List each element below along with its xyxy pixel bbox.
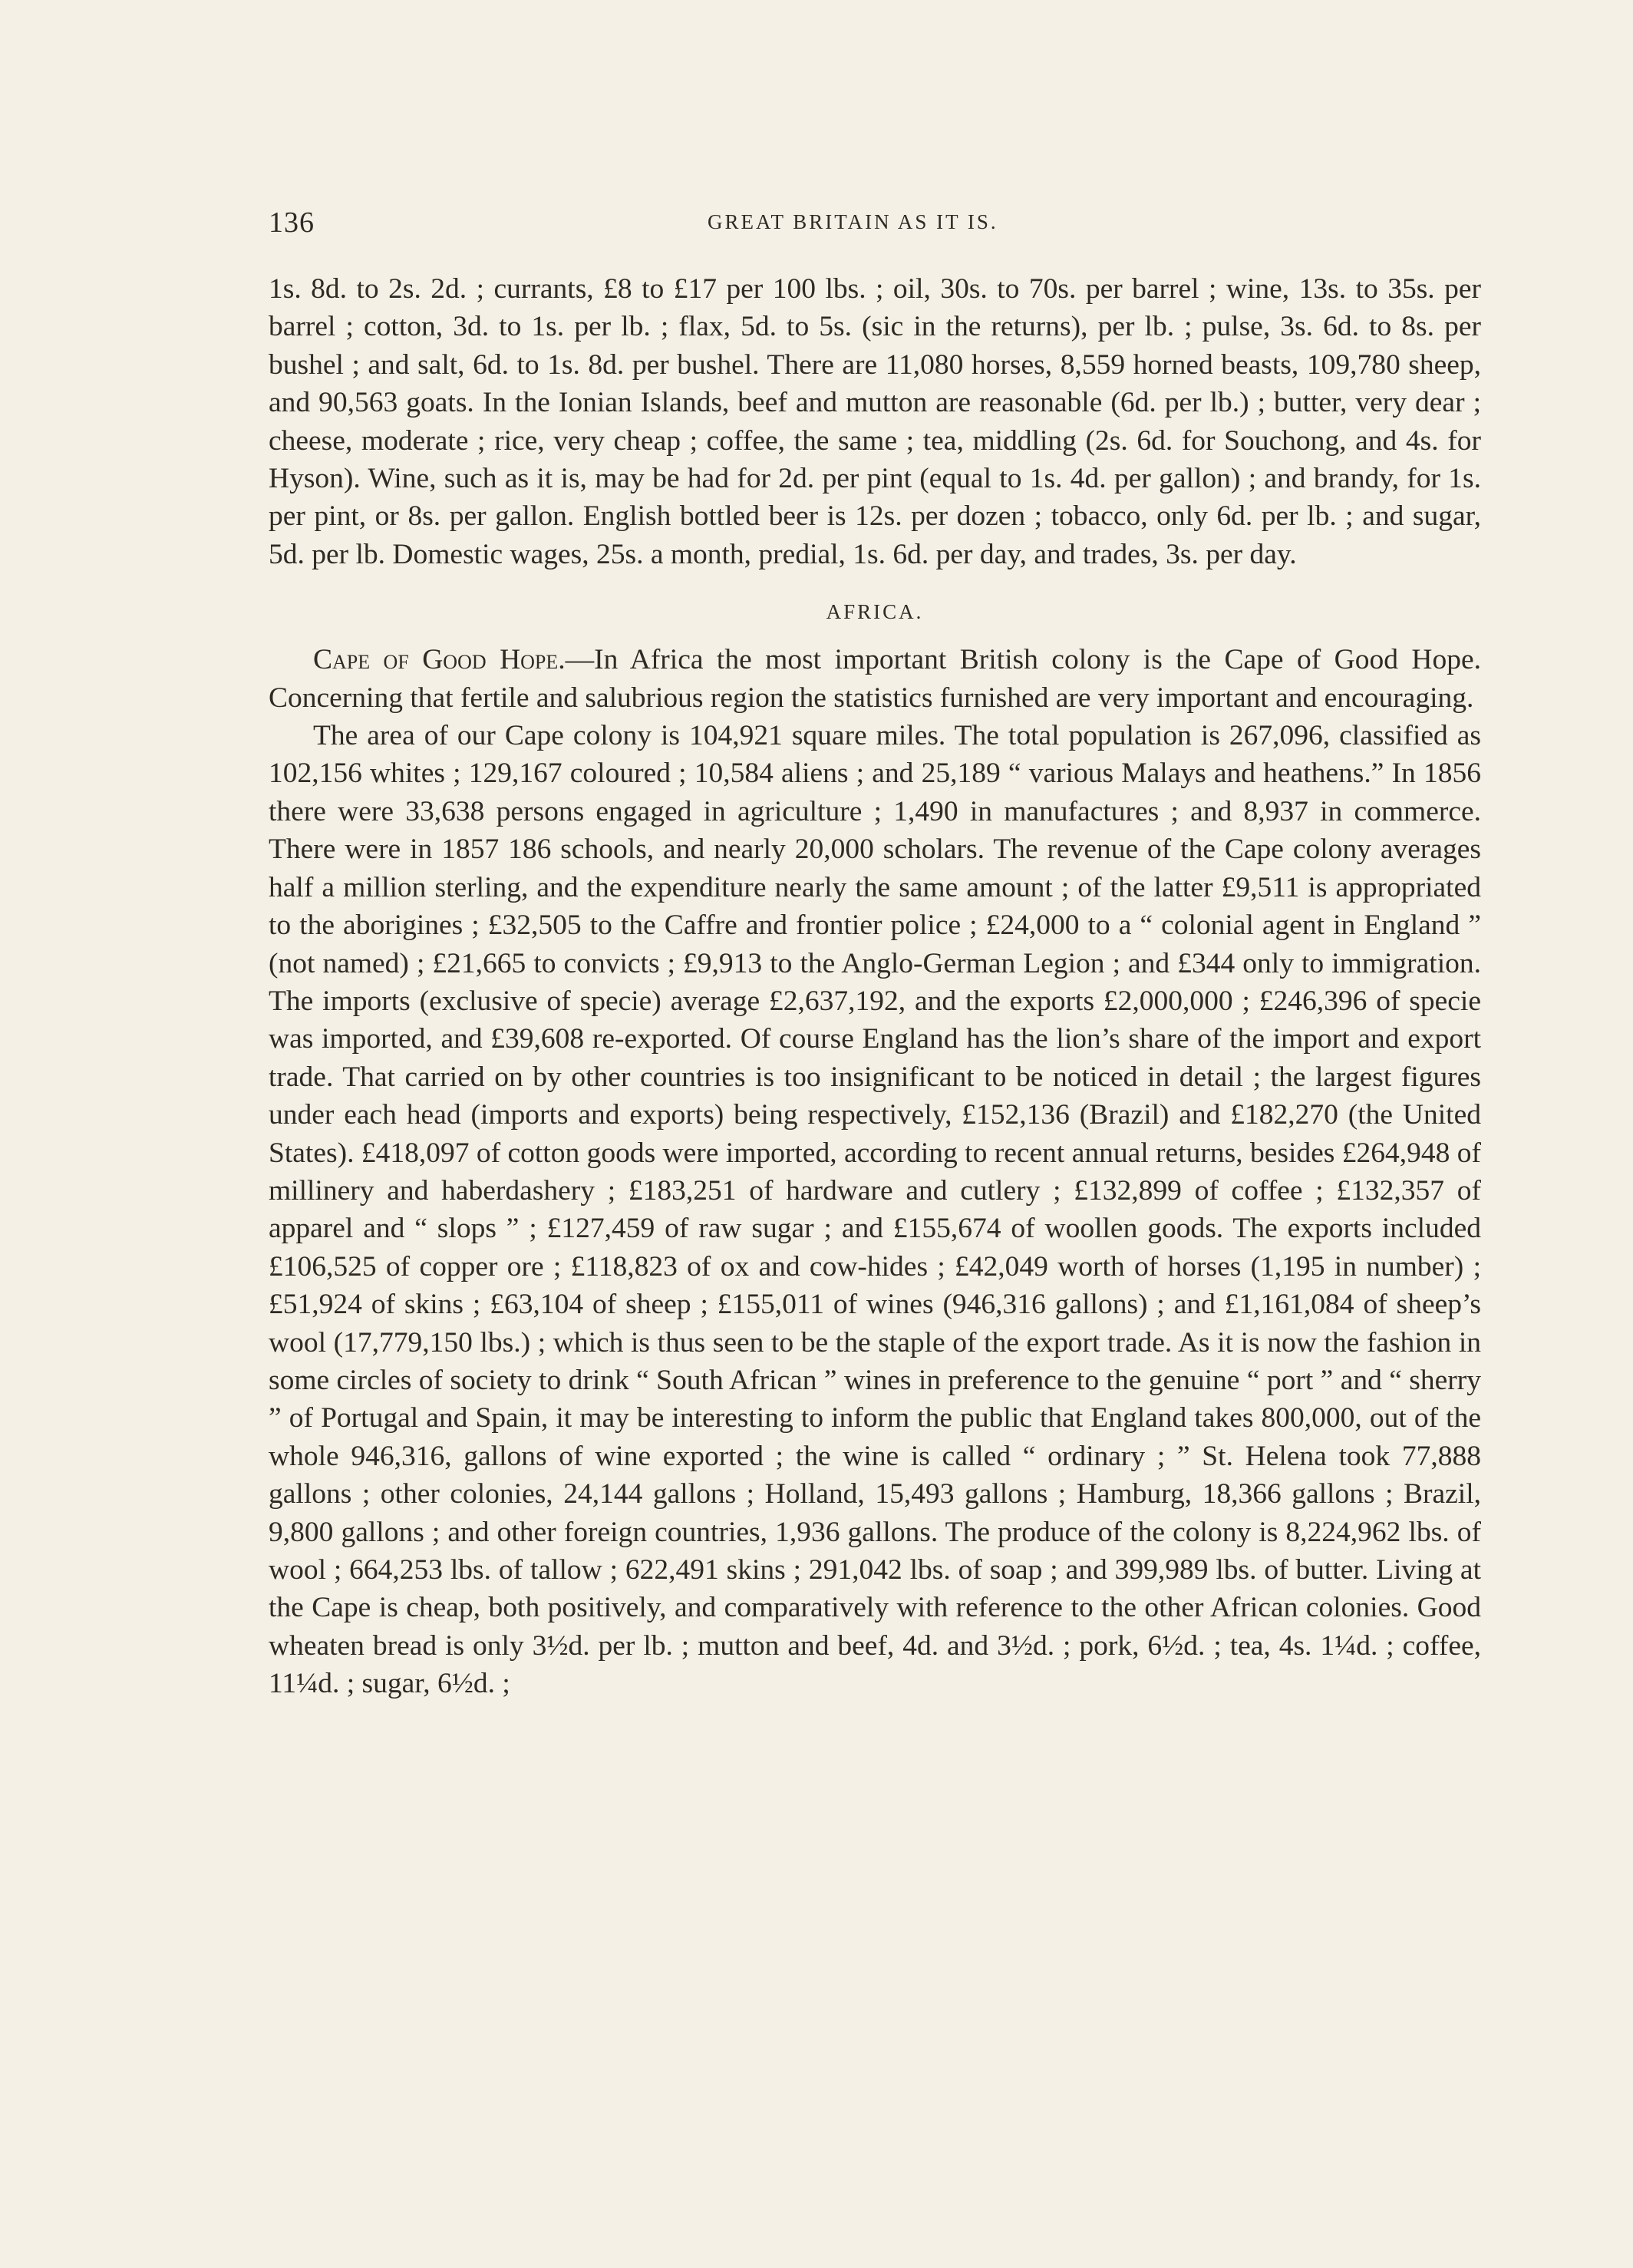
cape-of-good-hope-lead: Cape of Good Hope. [313, 644, 566, 676]
paragraph-cape-intro [269, 641, 1481, 717]
section-heading-africa: AFRICA. [826, 600, 924, 624]
page-number: 136 [269, 206, 315, 239]
body-text [269, 270, 1481, 1703]
running-title: GREAT BRITAIN AS IT IS. [708, 210, 998, 233]
paragraph-cape-statistics: The area of our Cape colony is 104,921 square miles. The total population is 267,096, classified as 102,156 whites ; 129,167 coloured ; 10,584 aliens ; and 25,189 “ various Malays and heathens.” In 1856 there were 33,638 persons engaged in agriculture ; 1,490 in manufactures ; and 8,937 in commerce. There were in 1857 186 schools, and nearly 20,000 scholars. The revenue of the Cape colony averages half a million sterling, and the expenditure nearly the same amount ; of the latter £9,511 is appropriated to the aborigines ; £32,505 to the Caffre and frontier police ; £24,000 to a “ colonial agent in England ” (not named) ; £21,665 to convicts ; £9,913 to the Anglo-German Legion ; and £344 only to immigration. The imports (exclusive of specie) average £2,637,192, and the exports £2,000,000 ; £246,396 of specie was imported, and £39,608 re-exported. Of course England has the lion’s share of the import and export trade. That carried on by other countries is too insignificant to be noticed in detail ; the largest figures under each head (imports and exports) being respectively, £152,136 (Brazil) and £182,270 (the United States). £418,097 of cotton goods were imported, according to recent annual returns, besides £264,948 of millinery and haberdashery ; £183,251 of hardware and cutlery ; £132,899 of coffee ; £132,357 of apparel and “ slops ” ; £127,459 of raw sugar ; and £155,674 of woollen goods. The exports included £106,525 of copper ore ; £118,823 of ox and cow-hides ; £42,049 worth of horses (1,195 in number) ; £51,924 of skins ; £63,104 of sheep ; £155,011 of wines (946,316 gallons) ; and £1,161,084 of sheep’s wool (17,779,150 lbs.) ; which is thus seen to be the staple of the export trade. As it is now the fashion in some circles of society to drink “ South African ” wines in preference to the genuine “ port ” and “ sherry ” of Portugal and Spain, it may be interesting to inform the public that England takes 800,000, out of the whole 946,316, gallons of wine exported ; the wine is called “ ordinary ; ” St. Helena took 77,888 gallons ; other colonies, 24,144 gallons ; Holland, 15,493 gallons ; Hamburg, 18,366 gallons ; Brazil, 9,800 gallons ; and other foreign countries, 1,936 gallons. The produce of the colony is 8,224,962 lbs. of wool ; 664,253 lbs. of tallow ; 622,491 skins ; 291,042 lbs. of soap ; and 399,989 lbs. of butter. Living at the Cape is cheap, both positively, and comparatively with reference to the other African colonies. Good wheaten bread is only 3½d. per lb. ; mutton and beef, 4d. and 3½d. ; pork, 6½d. ; tea, 4s. 1¼d. ; coffee, 11¼d. ; sugar, 6½d. ; [269, 720, 1481, 1700]
running-head [269, 206, 1481, 244]
paragraph-continued: 1s. 8d. to 2s. 2d. ; currants, £8 to £17 per 100 lbs. ; oil, 30s. to 70s. per barrel ; wine, 13s. to 35s. per barrel ; cotton, 3d. to 1s. per lb. ; flax, 5d. to 5s. (sic in the returns), per lb. ; pulse, 3s. 6d. to 8s. per bushel ; and salt, 6d. to 1s. 8d. per bushel. There are 11,080 horses, 8,559 horned beasts, 109,780 sheep, and 90,563 goats. In the Ionian Islands, beef and mutton are reasonable (6d. per lb.) ; butter, very dear ; cheese, moderate ; rice, very cheap ; coffee, the same ; tea, middling (2s. 6d. for Souchong, and 4s. for Hyson). Wine, such as it is, may be had for 2d. per pint (equal to 1s. 4d. per gallon) ; and brandy, for 1s. per pint, or 8s. per gallon. English bottled beer is 12s. per dozen ; tobacco, only 6d. per lb. ; and sugar, 5d. per lb. Domestic wages, 25s. a month, predial, 1s. 6d. per day, and trades, 3s. per day. [269, 273, 1481, 570]
cape-intro-text: —In Africa the most important British colony is the Cape of Good Hope. Concerning that fertile and salubrious region the statistics furnished are very important and encouraging. [269, 644, 1481, 714]
